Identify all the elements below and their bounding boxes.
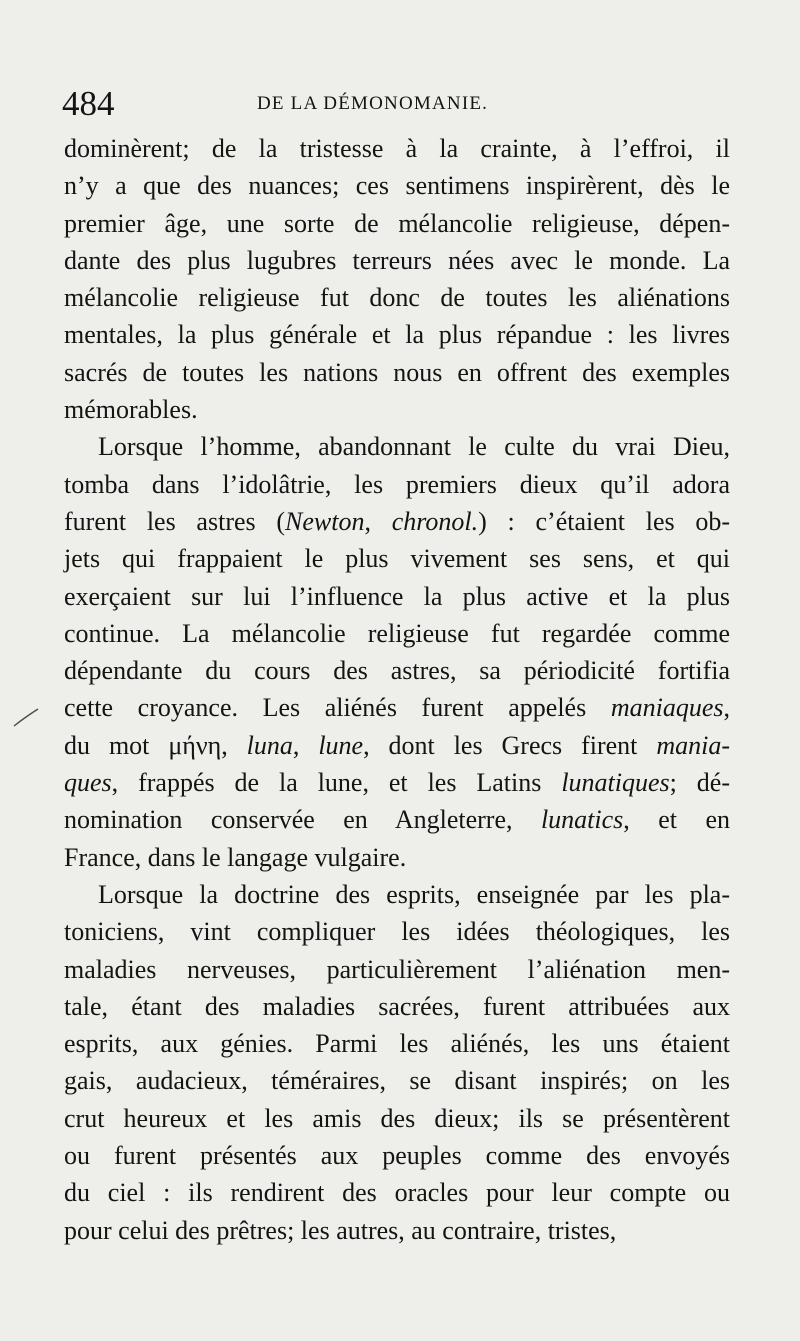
text-run: ou furent présentés aux peuples comme des envoyés [64, 1141, 730, 1171]
text-run: ) : c’étaient les ob- [478, 506, 730, 536]
text-line [64, 839, 730, 876]
text-run: , [364, 506, 392, 536]
text-line [64, 279, 730, 316]
body-text [64, 130, 730, 1249]
text-run: mélancolie religieuse fut donc de toutes les aliénations [64, 283, 730, 313]
text-line [64, 205, 730, 242]
text-run: dante des plus lugubres terreurs nées avec le monde. La [64, 245, 730, 275]
italic-text: maniaques [610, 693, 724, 723]
italic-text: lunatiques [561, 768, 670, 798]
text-line [64, 801, 730, 838]
text-run: mentales, la plus générale et la plus répandue : les livres [64, 320, 730, 350]
text-line [64, 876, 730, 913]
text-run: Lorsque la doctrine des esprits, enseignée par les pla- [98, 879, 730, 909]
text-run: sacrés de toutes les nations nous en offrent des exemples [64, 357, 730, 387]
text-line [64, 652, 730, 689]
italic-text: chronol. [391, 506, 479, 536]
text-run: du mot μήνη, [64, 730, 247, 760]
text-run: , frappés de la lune, et les Latins [111, 768, 562, 798]
text-run: cette croyance. Les aliénés furent appelés [64, 693, 611, 723]
italic-text: lune [318, 730, 364, 760]
text-line [64, 130, 730, 167]
text-line [64, 988, 730, 1025]
text-line [64, 503, 730, 540]
text-run: , dont les Grecs firent [363, 730, 657, 760]
text-line [64, 1212, 730, 1249]
text-run: tale, étant des maladies sacrées, furent attribuées aux [64, 991, 730, 1021]
text-line [64, 951, 730, 988]
text-line [64, 466, 730, 503]
text-line [64, 316, 730, 353]
page-number: 484 [62, 84, 115, 123]
text-run: dominèrent; de la tristesse à la crainte, à l’effroi, il [64, 134, 730, 163]
text-run: furent les astres ( [64, 506, 286, 536]
text-run: , et en [623, 805, 731, 835]
text-line [64, 1174, 730, 1211]
text-run: mémorables. [64, 395, 198, 425]
text-run: crut heureux et les amis des dieux; ils se présentèrent [64, 1103, 730, 1133]
text-run: ; dé- [669, 768, 731, 798]
text-run: Lorsque l’homme, abandonnant le culte du vrai Dieu, [98, 432, 730, 462]
text-line [64, 167, 730, 204]
italic-text: luna [246, 730, 293, 760]
text-line [64, 1025, 730, 1062]
text-line [64, 615, 730, 652]
text-line [64, 1100, 730, 1137]
text-line [64, 540, 730, 577]
text-run: dépendante du cours des astres, sa périodicité fortifia [64, 656, 730, 686]
text-line [64, 428, 730, 465]
page-header [62, 82, 728, 126]
text-line [64, 1137, 730, 1174]
margin-mark-icon [12, 706, 40, 728]
italic-text: mania- [656, 730, 730, 760]
text-line [64, 242, 730, 279]
text-line [64, 1062, 730, 1099]
running-title: DE LA DÉMONOMANIE. [257, 93, 489, 114]
text-run: n’y a que des nuances; ces sentimens inspirèrent, dès le [64, 171, 730, 201]
text-run: du ciel : ils rendirent des oracles pour leur compte ou [64, 1178, 730, 1208]
text-run: continue. La mélancolie religieuse fut regardée comme [64, 618, 730, 648]
text-run: pour celui des prêtres; les autres, au contraire, tristes, [64, 1215, 617, 1245]
text-run: premier âge, une sorte de mélancolie religieuse, dépen- [64, 208, 730, 238]
italic-text: ques [64, 768, 112, 798]
text-line [64, 913, 730, 950]
text-line [64, 578, 730, 615]
text-line [64, 764, 730, 801]
text-run: jets qui frappaient le plus vivement ses sens, et qui [64, 544, 730, 574]
text-line [64, 689, 730, 726]
text-run: esprits, aux génies. Parmi les aliénés, les uns étaient [64, 1029, 730, 1059]
text-line [64, 354, 730, 391]
text-run: tomba dans l’idolâtrie, les premiers dieux qu’il adora [64, 469, 730, 499]
text-run: France, dans le langage vulgaire. [64, 842, 407, 872]
italic-text: lunatics [540, 805, 624, 835]
text-line [64, 391, 730, 428]
text-run: exerçaient sur lui l’influence la plus active et la plus [64, 581, 730, 611]
text-run: maladies nerveuses, particulièrement l’aliénation men- [64, 954, 730, 984]
text-run: , [292, 730, 319, 760]
italic-text: Newton [285, 506, 365, 536]
text-line [64, 727, 730, 764]
text-run: toniciens, vint compliquer les idées théologiques, les [64, 917, 730, 947]
text-run: gais, audacieux, téméraires, se disant inspirés; on les [64, 1066, 730, 1096]
text-run: , [723, 693, 730, 723]
text-run: nomination conservée en Angleterre, [64, 805, 541, 835]
